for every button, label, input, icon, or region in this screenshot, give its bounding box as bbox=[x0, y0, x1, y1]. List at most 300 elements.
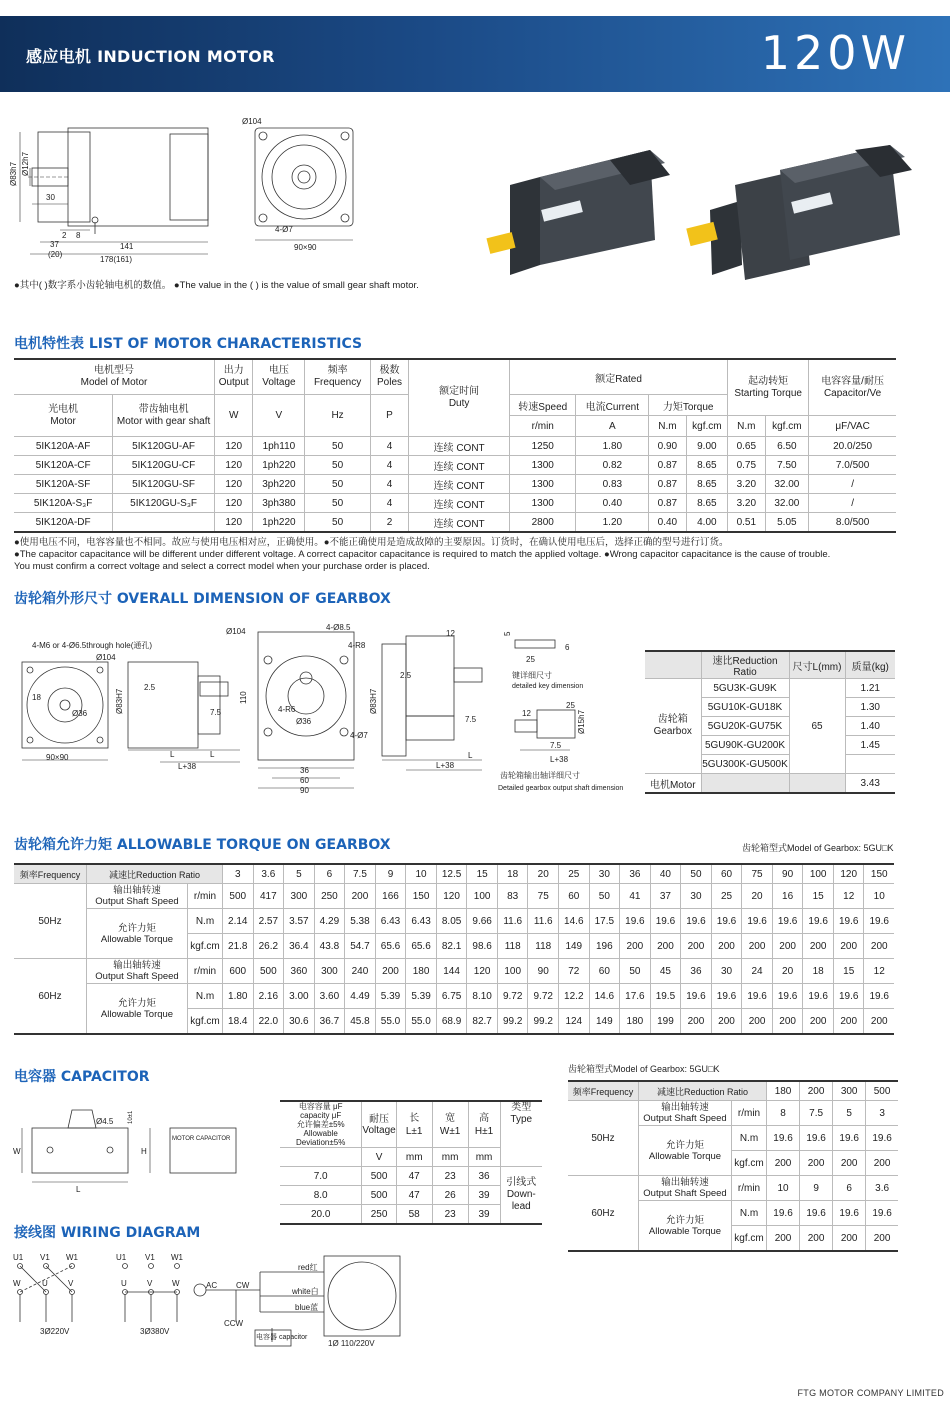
dim-label: L bbox=[76, 1185, 81, 1194]
value-cell: 99.2 bbox=[497, 1009, 528, 1035]
table-cell: 120 bbox=[214, 475, 252, 494]
dim-label: 12 bbox=[522, 709, 531, 718]
value-cell: 36.4 bbox=[284, 934, 315, 959]
table-cell: 8.65 bbox=[686, 475, 728, 494]
ratio-cell: 100 bbox=[803, 864, 834, 884]
value-cell: 200 bbox=[833, 1151, 866, 1176]
table-cell: 8.0/500 bbox=[809, 513, 896, 533]
value-cell: 4.29 bbox=[314, 909, 345, 934]
table-row bbox=[568, 1101, 898, 1126]
cap-cell: 47 bbox=[396, 1186, 432, 1205]
value-cell: 50 bbox=[620, 959, 651, 984]
row-label: 允许力矩 Allowable Torque bbox=[639, 1126, 732, 1176]
value-cell: 200 bbox=[767, 1151, 800, 1176]
ratio-cell: 20 bbox=[528, 864, 559, 884]
table-cell: 0.87 bbox=[649, 494, 686, 513]
table-cell: 5IK120GU-AF bbox=[113, 437, 215, 456]
unit-kgf: kgf.cm bbox=[765, 416, 809, 437]
dim-label: W bbox=[13, 1147, 21, 1156]
value-cell: 22.0 bbox=[253, 1009, 284, 1035]
value-cell: 100 bbox=[467, 884, 498, 909]
cap-cell: 500 bbox=[362, 1167, 396, 1186]
table-cell: 连续 CONT bbox=[409, 456, 510, 475]
cap-type: 引线式 Down-lead bbox=[500, 1167, 542, 1225]
table-cell: 1ph220 bbox=[253, 456, 305, 475]
ratio-cell: 3 bbox=[223, 864, 254, 884]
wire-label: CCW bbox=[224, 1319, 244, 1328]
wiring-single-phase bbox=[194, 1256, 400, 1346]
ratio-cell: 40 bbox=[650, 864, 681, 884]
unit-kgf: kgf.cm bbox=[686, 416, 728, 437]
section-title-capacitor: 电容器 CAPACITOR bbox=[14, 1069, 150, 1085]
dim-label: 5 bbox=[503, 631, 512, 636]
unit-nm: N.m bbox=[649, 416, 686, 437]
wire-label: white白 bbox=[292, 1287, 319, 1296]
ratio-cell: 10 bbox=[406, 864, 437, 884]
dim-label: 2 bbox=[62, 231, 67, 240]
table-cell: 6.50 bbox=[765, 437, 809, 456]
table-cell: 2800 bbox=[510, 513, 576, 533]
value-cell: 19.6 bbox=[833, 1126, 866, 1151]
dim-label: 2.5 bbox=[400, 671, 412, 680]
cap-cell: 39 bbox=[468, 1205, 500, 1225]
value-cell: 3 bbox=[866, 1101, 898, 1126]
ratio-cell: 5GU90K-GU200K bbox=[701, 736, 789, 755]
table-cell: 1300 bbox=[510, 475, 576, 494]
value-cell: 200 bbox=[345, 884, 376, 909]
value-cell: 8.10 bbox=[467, 984, 498, 1009]
value-cell: 149 bbox=[589, 1009, 620, 1035]
table-cell: 120 bbox=[214, 494, 252, 513]
value-cell: 24 bbox=[742, 959, 773, 984]
table-cell: 3ph380 bbox=[253, 494, 305, 513]
col-head-gear-motor: 带齿轴电机 Motor with gear shaft bbox=[113, 395, 215, 437]
value-cell: 2.57 bbox=[253, 909, 284, 934]
value-cell: 19.6 bbox=[650, 909, 681, 934]
wire-label: blue蓝 bbox=[295, 1303, 319, 1312]
value-cell: 200 bbox=[681, 1009, 712, 1035]
dim-label: 178(161) bbox=[100, 255, 133, 264]
table-row bbox=[14, 959, 894, 984]
table-cell: 3.20 bbox=[728, 475, 765, 494]
unit-cell: N.m bbox=[732, 1126, 767, 1151]
value-cell: 240 bbox=[345, 959, 376, 984]
value-cell: 65.6 bbox=[375, 934, 406, 959]
value-cell: 19.6 bbox=[681, 984, 712, 1009]
value-cell: 41 bbox=[620, 884, 651, 909]
col-head-ratio: 减速比Reduction Ratio bbox=[87, 864, 223, 884]
frequency-cell: 60Hz bbox=[568, 1176, 639, 1252]
dim-label: 7.5 bbox=[465, 715, 477, 724]
unit-cell: kgf.cm bbox=[732, 1226, 767, 1252]
motor-dimension-drawing bbox=[10, 112, 370, 272]
table-cell: 32.00 bbox=[765, 475, 809, 494]
cap-cell: 20.0 bbox=[280, 1205, 362, 1225]
wiring-220 bbox=[18, 1264, 75, 1323]
value-cell: 68.9 bbox=[436, 1009, 467, 1035]
gearbox-side-view-2 bbox=[382, 636, 482, 770]
section-title-wiring: 接线图 WIRING DIAGRAM bbox=[14, 1225, 201, 1241]
value-cell: 14.6 bbox=[589, 984, 620, 1009]
value-cell: 19.6 bbox=[742, 984, 773, 1009]
value-cell: 200 bbox=[681, 934, 712, 959]
ratio-cell: 5GU20K-GU75K bbox=[701, 717, 789, 736]
ratio-cell: 180 bbox=[767, 1081, 800, 1101]
wire-label: CW bbox=[236, 1281, 250, 1290]
ratio-cell: 7.5 bbox=[345, 864, 376, 884]
value-cell: 19.6 bbox=[833, 1201, 866, 1226]
cap-cell: 36 bbox=[468, 1167, 500, 1186]
unit-cap: μF/VAC bbox=[809, 416, 896, 437]
gearbox-ratio-table bbox=[645, 650, 895, 794]
dim-label: L bbox=[468, 751, 473, 760]
value-cell: 43.8 bbox=[314, 934, 345, 959]
ratio-cell: 60 bbox=[711, 864, 742, 884]
value-cell: 166 bbox=[375, 884, 406, 909]
value-cell: 180 bbox=[620, 1009, 651, 1035]
value-cell: 82.1 bbox=[436, 934, 467, 959]
value-cell: 19.6 bbox=[866, 1126, 898, 1151]
ratio-cell: 15 bbox=[467, 864, 498, 884]
col-head-L: 长 L±1 bbox=[396, 1101, 432, 1148]
shaft-detail-en: Detailed gearbox output shaft dimension bbox=[498, 785, 624, 792]
value-cell: 360 bbox=[284, 959, 315, 984]
ratio-cell: 3.6 bbox=[253, 864, 284, 884]
dim-label: 18 bbox=[32, 693, 41, 702]
value-cell: 6.75 bbox=[436, 984, 467, 1009]
value-cell: 6.43 bbox=[375, 909, 406, 934]
table-cell: 7.0/500 bbox=[809, 456, 896, 475]
col-head-current: 电流Current bbox=[576, 395, 649, 416]
value-cell: 149 bbox=[559, 934, 590, 959]
table-header-row bbox=[14, 864, 894, 884]
value-cell: 300 bbox=[284, 884, 315, 909]
value-cell: 17.6 bbox=[620, 984, 651, 1009]
table-cell: 4 bbox=[370, 494, 408, 513]
dim-label: 90×90 bbox=[294, 243, 317, 252]
value-cell: 99.2 bbox=[528, 1009, 559, 1035]
col-head-type: 类型 Type bbox=[500, 1101, 542, 1167]
row-label: 输出轴转速 Output Shaft Speed bbox=[87, 884, 188, 909]
table-row bbox=[568, 1176, 898, 1201]
ratio-cell: 36 bbox=[620, 864, 651, 884]
table-cell: 5IK120A-S₃F bbox=[14, 494, 113, 513]
unit-cell: N.m bbox=[188, 984, 223, 1009]
value-cell: 15 bbox=[803, 884, 834, 909]
col-head-speed: 转速Speed bbox=[510, 395, 576, 416]
col-head-frequency: 频率Frequency bbox=[568, 1081, 639, 1101]
table-cell: 5IK120GU-CF bbox=[113, 456, 215, 475]
table-cell: 0.87 bbox=[649, 475, 686, 494]
table-cell: 3.20 bbox=[728, 494, 765, 513]
table-cell: 1300 bbox=[510, 456, 576, 475]
table-row bbox=[14, 494, 896, 513]
value-cell: 200 bbox=[866, 1151, 898, 1176]
value-cell: 120 bbox=[436, 884, 467, 909]
value-cell: 10 bbox=[767, 1176, 800, 1201]
value-cell: 45 bbox=[650, 959, 681, 984]
torque-model-note: 齿轮箱型式Model of Gearbox: 5GU□K bbox=[742, 843, 894, 853]
ratio-cell: 120 bbox=[833, 864, 864, 884]
value-cell: 9.66 bbox=[467, 909, 498, 934]
mass-cell: 1.21 bbox=[845, 679, 895, 698]
dim-label: Ø36 bbox=[72, 709, 88, 718]
value-cell: 417 bbox=[253, 884, 284, 909]
dim-label: 141 bbox=[120, 242, 134, 251]
value-cell: 9.72 bbox=[497, 984, 528, 1009]
ratio-cell: 300 bbox=[833, 1081, 866, 1101]
value-cell: 11.6 bbox=[497, 909, 528, 934]
table-cell: 5IK120GU-S₃F bbox=[113, 494, 215, 513]
table-row bbox=[14, 984, 894, 1009]
dim-label: 6 bbox=[565, 643, 570, 652]
value-cell: 3.00 bbox=[284, 984, 315, 1009]
value-cell: 200 bbox=[800, 1151, 833, 1176]
unit-cell: r/min bbox=[188, 884, 223, 909]
col-head-starting-torque: 起动转矩 Starting Torque bbox=[728, 359, 809, 416]
cap-cell: 250 bbox=[362, 1205, 396, 1225]
value-cell: 200 bbox=[620, 934, 651, 959]
ratio-cell: 75 bbox=[742, 864, 773, 884]
value-cell: 100 bbox=[497, 959, 528, 984]
table-cell: / bbox=[809, 494, 896, 513]
motor-mass: 3.43 bbox=[845, 774, 895, 794]
value-cell: 200 bbox=[742, 934, 773, 959]
dim-label: 110 bbox=[239, 691, 248, 704]
value-cell: 19.6 bbox=[620, 909, 651, 934]
dim-label: 4-Ø7 bbox=[275, 225, 293, 234]
value-cell: 75 bbox=[528, 884, 559, 909]
section-title-gearbox-dimension: 齿轮箱外形尺寸 OVERALL DIMENSION OF GEARBOX bbox=[14, 591, 391, 607]
col-head-cap: 电容容量 μF capacity μF 允许偏差±5% Allowable Deviation±5% bbox=[280, 1101, 362, 1148]
table-cell: 1ph220 bbox=[253, 513, 305, 533]
unit-rmin: r/min bbox=[510, 416, 576, 437]
unit-mm: mm bbox=[396, 1148, 432, 1167]
value-cell: 11.6 bbox=[528, 909, 559, 934]
wire-label: W1 bbox=[66, 1253, 78, 1262]
key-detail-cn: 键详细尺寸 bbox=[512, 671, 552, 680]
small-torque-table bbox=[568, 1080, 898, 1252]
value-cell: 200 bbox=[803, 934, 834, 959]
value-cell: 36 bbox=[681, 959, 712, 984]
value-cell: 19.6 bbox=[772, 909, 803, 934]
value-cell: 200 bbox=[650, 934, 681, 959]
unit-mm: mm bbox=[468, 1148, 500, 1167]
value-cell: 18 bbox=[803, 959, 834, 984]
unit-cell: r/min bbox=[188, 959, 223, 984]
value-cell: 196 bbox=[589, 934, 620, 959]
mass-cell: 1.40 bbox=[845, 717, 895, 736]
frequency-cell: 50Hz bbox=[14, 884, 87, 959]
key-detail-en: detailed key dimension bbox=[512, 683, 584, 690]
col-head-output: 出力 Output bbox=[214, 359, 252, 395]
table-cell: 9.00 bbox=[686, 437, 728, 456]
table-cell: 0.82 bbox=[576, 456, 649, 475]
dim-label: 4-Ø8.5 bbox=[326, 623, 351, 632]
unit-mm: mm bbox=[432, 1148, 468, 1167]
cap-cell: 8.0 bbox=[280, 1186, 362, 1205]
wire-label: U1 bbox=[13, 1253, 24, 1262]
table-cell: 0.75 bbox=[728, 456, 765, 475]
mass-cell: 1.45 bbox=[845, 736, 895, 755]
wire-label: V1 bbox=[145, 1253, 155, 1262]
col-head-ratio: 减速比Reduction Ratio bbox=[639, 1081, 767, 1101]
gearbox-label: 齿轮箱 Gearbox bbox=[645, 679, 701, 774]
value-cell: 19.6 bbox=[833, 909, 864, 934]
gearbox-flange-view bbox=[258, 632, 354, 788]
value-cell: 5.38 bbox=[345, 909, 376, 934]
value-cell: 19.6 bbox=[681, 909, 712, 934]
table-cell: 5IK120GU-SF bbox=[113, 475, 215, 494]
value-cell: 60 bbox=[559, 884, 590, 909]
value-cell: 98.6 bbox=[467, 934, 498, 959]
table-cell: 5IK120A-DF bbox=[14, 513, 113, 533]
value-cell: 200 bbox=[742, 1009, 773, 1035]
dim-label: L+38 bbox=[550, 755, 569, 764]
wire-label: V bbox=[147, 1279, 153, 1288]
table-cell: 7.50 bbox=[765, 456, 809, 475]
wire-label: 电容器 capacitor bbox=[256, 1334, 308, 1341]
table-cell: 0.51 bbox=[728, 513, 765, 533]
value-cell: 54.7 bbox=[345, 934, 376, 959]
value-cell: 30 bbox=[681, 884, 712, 909]
motor-side-view bbox=[20, 128, 208, 254]
col-head-motor: 光电机 Motor bbox=[14, 395, 113, 437]
capacitor-label: MOTOR CAPACITOR bbox=[172, 1136, 231, 1142]
value-cell: 19.6 bbox=[800, 1201, 833, 1226]
unit-cell: kgf.cm bbox=[732, 1151, 767, 1176]
value-cell: 19.6 bbox=[864, 909, 894, 934]
torque-table bbox=[14, 863, 894, 1035]
value-cell: 200 bbox=[711, 934, 742, 959]
dim-label: 8 bbox=[76, 231, 81, 240]
table-cell: 连续 CONT bbox=[409, 513, 510, 533]
table-row bbox=[14, 475, 896, 494]
value-cell: 19.6 bbox=[800, 1126, 833, 1151]
dim-label: Ø83h7 bbox=[9, 161, 18, 186]
cap-cell: 26 bbox=[432, 1186, 468, 1205]
char-note-1: ●使用电压不同，电容容量也不相同。故应与使用电压相对应，正确使用。●不能正确使用是造成故障的主要原因。订货时，在确认使用电压后，选择正确的型号进行订货。 bbox=[14, 537, 729, 548]
value-cell: 200 bbox=[864, 1009, 894, 1035]
footer-company: FTG MOTOR COMPANY LIMITED bbox=[797, 1388, 944, 1398]
value-cell: 37 bbox=[650, 884, 681, 909]
col-head-H: 高 H±1 bbox=[468, 1101, 500, 1148]
char-note-2: ●The capacitor capacitance will be different under different voltage. A correct capacitor capacitance is required to match the applied voltage. ●Wrong capacitor capacitance is the cause of trouble. bbox=[14, 549, 831, 560]
unit-cell: r/min bbox=[732, 1176, 767, 1201]
value-cell: 16 bbox=[772, 884, 803, 909]
value-cell: 200 bbox=[833, 1226, 866, 1252]
value-cell: 19.5 bbox=[650, 984, 681, 1009]
cap-cell: 23 bbox=[432, 1205, 468, 1225]
table-cell: 连续 CONT bbox=[409, 494, 510, 513]
table-cell: 8.65 bbox=[686, 456, 728, 475]
capacitor-table bbox=[280, 1100, 542, 1225]
table-cell: 8.65 bbox=[686, 494, 728, 513]
dim-label: Ø15h7 bbox=[577, 709, 586, 734]
wire-label: U bbox=[121, 1279, 127, 1288]
value-cell: 200 bbox=[800, 1226, 833, 1252]
wire-label: V bbox=[68, 1279, 74, 1288]
dim-label: Ø104 bbox=[96, 653, 116, 662]
wire-label: U bbox=[42, 1279, 48, 1288]
dim-label: L bbox=[170, 750, 175, 759]
value-cell: 65.6 bbox=[406, 934, 437, 959]
value-cell: 30 bbox=[711, 959, 742, 984]
value-cell: 12 bbox=[833, 884, 864, 909]
table-cell: 4 bbox=[370, 475, 408, 494]
table-cell: 4 bbox=[370, 437, 408, 456]
table-cell: 3ph220 bbox=[253, 475, 305, 494]
table-row bbox=[14, 456, 896, 475]
col-head-ratio: 速比Reduction Ratio bbox=[701, 651, 789, 679]
value-cell: 19.6 bbox=[803, 909, 834, 934]
table-cell: 1ph110 bbox=[253, 437, 305, 456]
table-cell: 120 bbox=[214, 513, 252, 533]
value-cell: 82.7 bbox=[467, 1009, 498, 1035]
ratio-cell: 5GU3K-GU9K bbox=[701, 679, 789, 698]
table-row bbox=[14, 909, 894, 934]
table-cell: 2 bbox=[370, 513, 408, 533]
dim-label: L+38 bbox=[436, 761, 455, 770]
dim-label: 4-R6 bbox=[278, 705, 296, 714]
dim-label: 4-Ø7 bbox=[350, 731, 368, 740]
value-cell: 19.6 bbox=[711, 984, 742, 1009]
col-head-voltage: 电压 Voltage bbox=[253, 359, 305, 395]
row-label: 允许力矩 Allowable Torque bbox=[87, 984, 188, 1035]
table-cell: 连续 CONT bbox=[409, 475, 510, 494]
unit-cell: kgf.cm bbox=[188, 1009, 223, 1035]
ratio-cell: 5GU300K-GU500K bbox=[701, 755, 789, 774]
value-cell: 200 bbox=[833, 1009, 864, 1035]
table-cell: 32.00 bbox=[765, 494, 809, 513]
table-cell: 连续 CONT bbox=[409, 437, 510, 456]
value-cell: 200 bbox=[803, 1009, 834, 1035]
col-head-mass: 质量(kg) bbox=[845, 651, 895, 679]
unit-v: V bbox=[253, 395, 305, 437]
characteristics-table bbox=[14, 358, 896, 533]
dim-label: 4-R8 bbox=[348, 641, 366, 650]
cap-cell: 47 bbox=[396, 1167, 432, 1186]
col-head-voltage: 耐压 Voltage bbox=[362, 1101, 396, 1148]
value-cell: 20 bbox=[742, 884, 773, 909]
frequency-cell: 60Hz bbox=[14, 959, 87, 1035]
value-cell: 200 bbox=[833, 934, 864, 959]
value-cell: 10 bbox=[864, 884, 894, 909]
value-cell: 9 bbox=[800, 1176, 833, 1201]
unit-p: P bbox=[370, 395, 408, 437]
value-cell: 300 bbox=[314, 959, 345, 984]
mass-cell: 1.30 bbox=[845, 698, 895, 717]
value-cell: 60 bbox=[589, 959, 620, 984]
intro-note: ●其中( )数字系小齿轮轴电机的数值。 ●The value in the ( ) is the value of small gear shaft motor. bbox=[14, 280, 419, 291]
col-head-poles: 极数 Poles bbox=[370, 359, 408, 395]
value-cell: 21.8 bbox=[223, 934, 254, 959]
value-cell: 55.0 bbox=[375, 1009, 406, 1035]
table-cell: 50 bbox=[305, 437, 370, 456]
value-cell: 1.80 bbox=[223, 984, 254, 1009]
table-cell: 5.05 bbox=[765, 513, 809, 533]
wire-label: red红 bbox=[298, 1263, 318, 1272]
value-cell: 15 bbox=[833, 959, 864, 984]
value-cell: 124 bbox=[559, 1009, 590, 1035]
value-cell: 150 bbox=[406, 884, 437, 909]
wire-label: V1 bbox=[40, 1253, 50, 1262]
ratio-cell: 50 bbox=[681, 864, 712, 884]
col-head-frequency: 频率 Frequency bbox=[305, 359, 370, 395]
value-cell: 30.6 bbox=[284, 1009, 315, 1035]
table-cell: / bbox=[809, 475, 896, 494]
value-cell: 5.39 bbox=[406, 984, 437, 1009]
